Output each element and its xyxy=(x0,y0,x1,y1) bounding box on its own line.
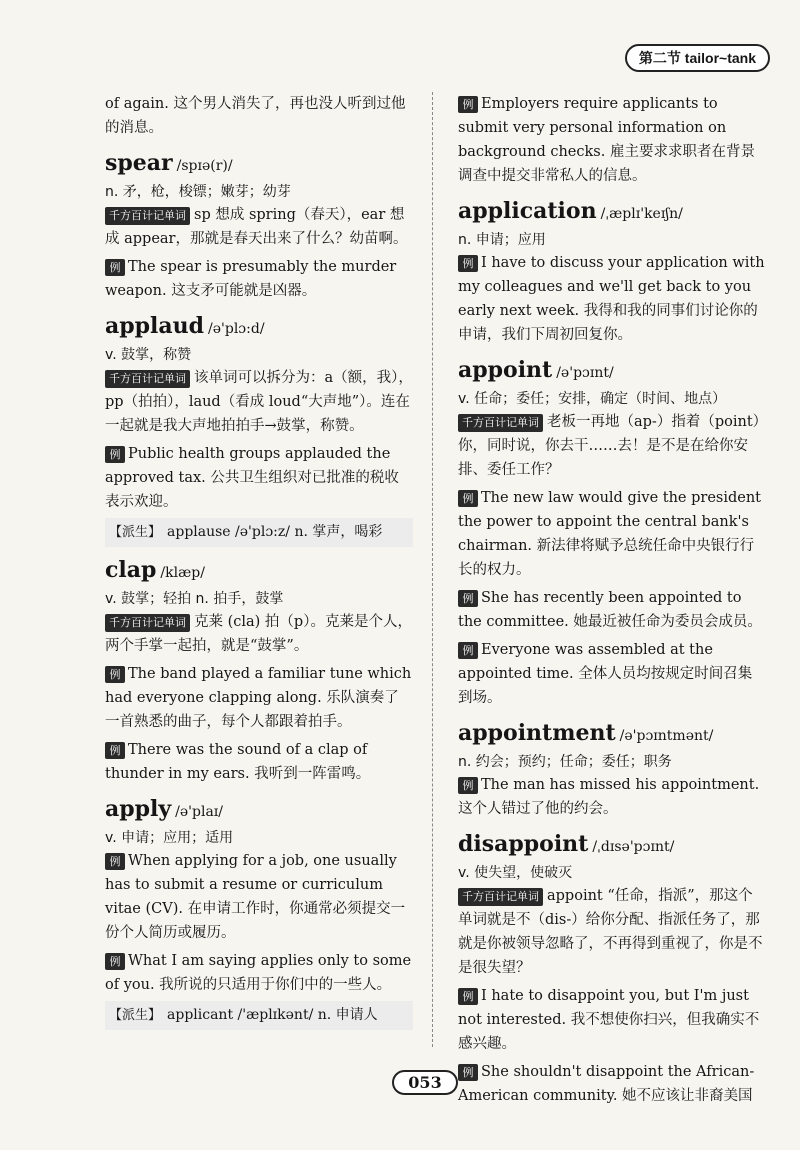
phonetic: /ˌæplɪ'keɪʃn/ xyxy=(600,206,683,222)
entry-apply xyxy=(105,794,413,1030)
phonetic: /ə'pɔɪntmənt/ xyxy=(619,728,714,744)
example-sentence: 例 She has recently been appointed to the committee. 她最近被任命为委员会成员。 xyxy=(458,590,762,630)
example-tag: 例 xyxy=(105,259,125,276)
entry-spear xyxy=(105,148,413,303)
example-tag: 例 xyxy=(105,853,125,870)
example-tag: 例 xyxy=(105,742,125,759)
phonetic: /spɪə(r)/ xyxy=(176,158,233,174)
example-sentence: 例 There was the sound of a clap of thunder in my ears. 我听到一阵雷鸣。 xyxy=(105,742,371,782)
derived-word: 【派生】 applicant /'æplɪkənt/ n. 申请人 xyxy=(105,1001,413,1030)
memo-paragraph: 千方百计记单词 sp 想成 spring（春天），ear 想成 appear，那就是春天出来了什么？幼苗啊。 xyxy=(105,207,408,247)
memo-tag: 千方百计记单词 xyxy=(458,414,543,432)
headword: application /ˌæplɪ'keɪʃn/ xyxy=(458,198,683,224)
headword: clap /klæp/ xyxy=(105,557,205,583)
part-of-speech: v. 鼓掌，称赞 xyxy=(105,347,192,363)
memo-paragraph: 千方百计记单词 克莱 (cla) 拍（p）。克莱是个人，两个手掌一起拍，就是“鼓掌”。 xyxy=(105,614,412,654)
memo-tag: 千方百计记单词 xyxy=(105,207,190,225)
entry-appoint xyxy=(458,355,766,710)
example-sentence: 例 Everyone was assembled at the appointed time. 全体人员均按规定时间召集到场。 xyxy=(458,642,753,706)
memo-paragraph: 千方百计记单词 appoint “任命，指派”，那这个单词就是不（dis-）给你分配、指派任务了，那就是你被领导忽略了，不再得到重视了，你是不是很失望？ xyxy=(458,888,763,976)
example-tag: 例 xyxy=(458,490,478,507)
part-of-speech: n. 申请；应用 xyxy=(458,232,546,248)
headword: disappoint /ˌdɪsə'pɔɪnt/ xyxy=(458,831,675,857)
example-tag: 例 xyxy=(105,953,125,970)
entry-applaud xyxy=(105,311,413,547)
example-sentence: 例 I hate to disappoint you, but I'm just not interested. 我不想使你扫兴，但我确实不感兴趣。 xyxy=(458,988,760,1052)
phonetic: /ˌdɪsə'pɔɪnt/ xyxy=(592,839,675,855)
example-sentence: 例 The spear is presumably the murder weapon. 这支矛可能就是凶器。 xyxy=(105,259,397,299)
headword: appoint /ə'pɔɪnt/ xyxy=(458,357,614,383)
memo-paragraph: 千方百计记单词 该单词可以拆分为：a（额，我），pp（拍拍），laud（看成 loud“大声地”）。连在一起就是我大声地拍拍手→鼓掌，称赞。 xyxy=(105,370,413,434)
example-tag: 例 xyxy=(458,642,478,659)
headword: applaud /ə'plɔ:d/ xyxy=(105,313,265,339)
headword: apply /ə'plaɪ/ xyxy=(105,796,224,822)
entry-appointment xyxy=(458,718,766,821)
example-tag: 例 xyxy=(458,255,478,272)
headword: appointment /ə'pɔɪntmənt/ xyxy=(458,720,714,746)
headword: spear /spɪə(r)/ xyxy=(105,150,233,176)
example-tag: 例 xyxy=(105,666,125,683)
example-sentence: 例 The band played a familiar tune which had everyone clapping along. 乐队演奏了一首熟悉的曲子，每个人都跟着拍手。 xyxy=(105,666,412,730)
part-of-speech: v. 申请；应用；适用 xyxy=(105,830,234,846)
example-tag: 例 xyxy=(458,590,478,607)
page-number: 053 xyxy=(392,1070,458,1095)
section-header: 第二节 tailor~tank xyxy=(625,44,770,72)
column-divider xyxy=(432,92,433,1047)
phonetic: /ə'plɔ:d/ xyxy=(208,321,265,337)
part-of-speech: v. 使失望，使破灭 xyxy=(458,865,573,881)
part-of-speech: n. 约会；预约；任命；委任；职务 xyxy=(458,754,672,770)
derived-tag: 【派生】 xyxy=(109,1008,162,1023)
example-tag: 例 xyxy=(458,988,478,1005)
right-column xyxy=(458,92,766,1112)
memo-tag: 千方百计记单词 xyxy=(458,888,543,906)
memo-tag: 千方百计记单词 xyxy=(105,370,190,388)
example-sentence: 例 Public health groups applauded the approved tax. 公共卫生组织对已批准的税收表示欢迎。 xyxy=(105,446,399,510)
phonetic: /ə'pɔɪnt/ xyxy=(556,365,614,381)
derived-word: 【派生】 applause /ə'plɔ:z/ n. 掌声，喝彩 xyxy=(105,518,413,547)
example-tag: 例 xyxy=(458,1064,478,1081)
phonetic: /ə'plaɪ/ xyxy=(175,804,224,820)
part-of-speech: n. 矛，枪，梭镖；嫩芽；幼芽 xyxy=(105,184,291,200)
example-sentence: 例 When applying for a job, one usually has to submit a resume or curriculum vitae (CV). 在申请工作时，你通常必须提交一份个人简历或履历。 xyxy=(105,853,406,941)
derived-tag: 【派生】 xyxy=(109,525,162,540)
example-sentence: 例 The new law would give the president the power to appoint the central bank's chairman. 新法律将赋予总统任命中央银行行长的权力。 xyxy=(458,490,762,578)
example-tag: 例 xyxy=(458,777,478,794)
continued-text: of again. 这个男人消失了，再也没人听到过他的消息。 xyxy=(105,96,406,136)
memo-tag: 千方百计记单词 xyxy=(105,614,190,632)
part-of-speech: v. 任命；委任；安排，确定（时间、地点） xyxy=(458,391,727,407)
example-tag: 例 xyxy=(458,96,478,113)
example-sentence: 例 I have to discuss your application with my colleagues and we'll get back to you early next week. 我得和我的同事们讨论你的申请，我们下周初回复你。 xyxy=(458,255,765,343)
example-sentence: 例 What I am saying applies only to some of you. 我所说的只适用于你们中的一些人。 xyxy=(105,953,412,993)
example-sentence: 例 Employers require applicants to submit very personal information on background checks. 雇主要求求职者在背景调查中提交非常私人的信息。 xyxy=(458,96,755,184)
memo-paragraph: 千方百计记单词 老板一再地（ap-）指着（point）你，同时说，你去干……去！是不是在给你安排、委任工作？ xyxy=(458,414,760,478)
left-column xyxy=(105,92,413,1036)
example-tag: 例 xyxy=(105,446,125,463)
part-of-speech: v. 鼓掌；轻拍 n. 拍手，鼓掌 xyxy=(105,591,284,607)
example-sentence: 例 She shouldn't disappoint the African-American community. 她不应该让非裔美国 xyxy=(458,1064,755,1104)
phonetic: /klæp/ xyxy=(160,565,205,581)
entry-disappoint xyxy=(458,829,766,1108)
entry-application xyxy=(458,196,766,347)
entry-clap xyxy=(105,555,413,786)
example-sentence: 例 The man has missed his appointment. 这个人错过了他的约会。 xyxy=(458,777,760,817)
